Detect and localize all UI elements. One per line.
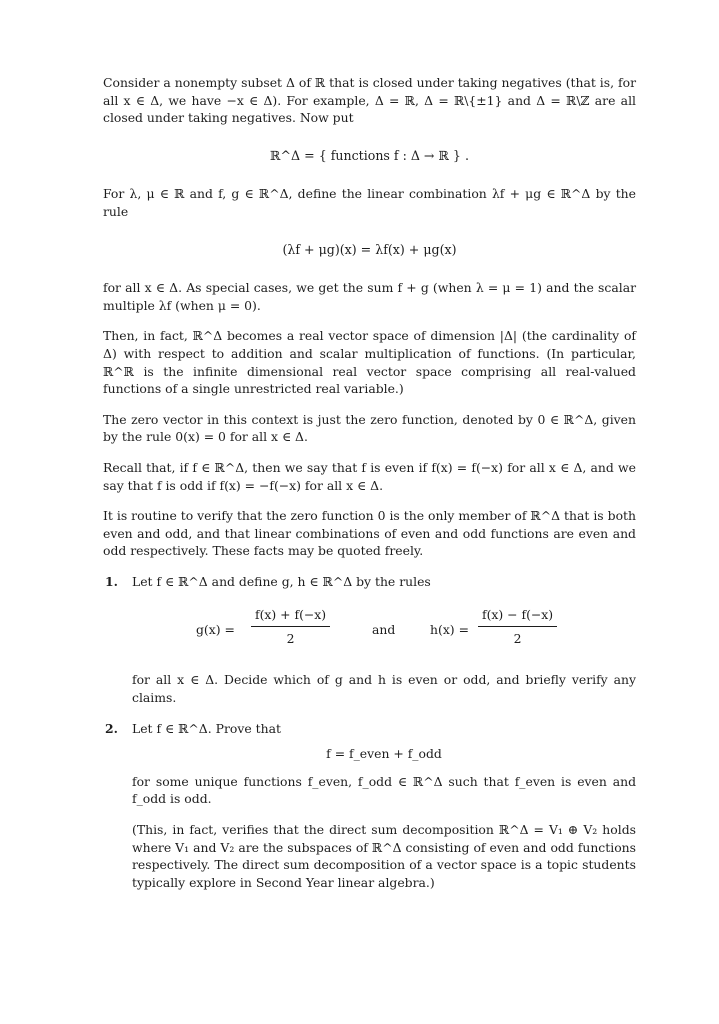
- question-2-number: 2.: [105, 720, 118, 736]
- question-1-number: 1.: [105, 573, 118, 589]
- h-numerator: f(x) − f(−x): [478, 606, 557, 627]
- question-2-after: for some unique functions f_even, f_odd ∈ ℝ^Δ such that f_even is even and f_odd is odd.: [132, 773, 636, 807]
- question-2: [103, 720, 636, 892]
- g-fraction: [251, 606, 330, 647]
- document-page: [103, 74, 636, 891]
- linear-combination-paragraph: For λ, μ ∈ ℝ and f, g ∈ ℝ^Δ, define the linear combination λf + μg ∈ ℝ^Δ by the rule: [103, 186, 636, 219]
- intro-paragraph: Consider a nonempty subset Δ of ℝ that is closed under taking negatives (that is, for all x ∈ Δ, we have −x ∈ Δ). For example, Δ = ℝ, Δ = ℝ\{±1} and Δ = ℝ\ℤ are all closed under taking negatives. Now put: [103, 75, 636, 126]
- special-cases-paragraph: for all x ∈ Δ. As special cases, we get the sum f + g (when λ = μ = 1) and the scalar multiple λf (when μ = 0).: [103, 280, 636, 313]
- question-1: [103, 573, 636, 707]
- question-2-intro: Let f ∈ ℝ^Δ. Prove that: [132, 720, 281, 736]
- question-1-intro: Let f ∈ ℝ^Δ and define g, h ∈ ℝ^Δ by the rules: [132, 573, 431, 589]
- routine-facts-paragraph: It is routine to verify that the zero function 0 is the only member of ℝ^Δ that is both even and odd, and that linear combinations of even and odd functions are even and odd respectively. These facts may be quoted freely.: [103, 508, 636, 559]
- linear-combination-display: (λf + μg)(x) = λf(x) + μg(x): [282, 241, 457, 257]
- g-denominator: 2: [286, 631, 295, 647]
- g-lhs: g(x) =: [196, 622, 235, 638]
- question-2-note: (This, in fact, verifies that the direct sum decomposition ℝ^Δ = V₁ ⊕ V₂ holds where V₁ and V₂ are the subspaces of ℝ^Δ consisting of even and odd functions respectively. The direct sum decomposition of a vector space is a topic students typically explore in Second Year linear algebra.): [132, 822, 636, 890]
- h-fraction: [478, 606, 557, 647]
- g-numerator: f(x) + f(−x): [251, 606, 330, 627]
- h-denominator: 2: [513, 631, 522, 647]
- h-lhs: h(x) =: [430, 622, 469, 638]
- zero-vector-paragraph: The zero vector in this context is just the zero function, denoted by 0 ∈ ℝ^Δ, given by the rule 0(x) = 0 for all x ∈ Δ.: [103, 411, 636, 445]
- question-1-after: for all x ∈ Δ. Decide which of g and h is even or odd, and briefly verify any claims.: [132, 672, 636, 706]
- question-2-display: f = f_even + f_odd: [326, 746, 442, 762]
- vector-space-paragraph: Then, in fact, ℝ^Δ becomes a real vector space of dimension |Δ| (the cardinality of Δ) with respect to addition and scalar multiplication of functions. (In particular, ℝ^ℝ is the infinite dimensional real vector space comprising all real-valued functions of a single unrestricted real variable.): [103, 328, 636, 397]
- and-word: and: [372, 622, 396, 638]
- question-1-formulas: [132, 606, 636, 656]
- even-odd-paragraph: Recall that, if f ∈ ℝ^Δ, then we say that f is even if f(x) = f(−x) for all x ∈ Δ, and we say that f is odd if f(x) = −f(−x) for all x ∈ Δ.: [103, 459, 636, 493]
- definition-display: ℝ^Δ = { functions f : Δ → ℝ } .: [270, 147, 469, 163]
